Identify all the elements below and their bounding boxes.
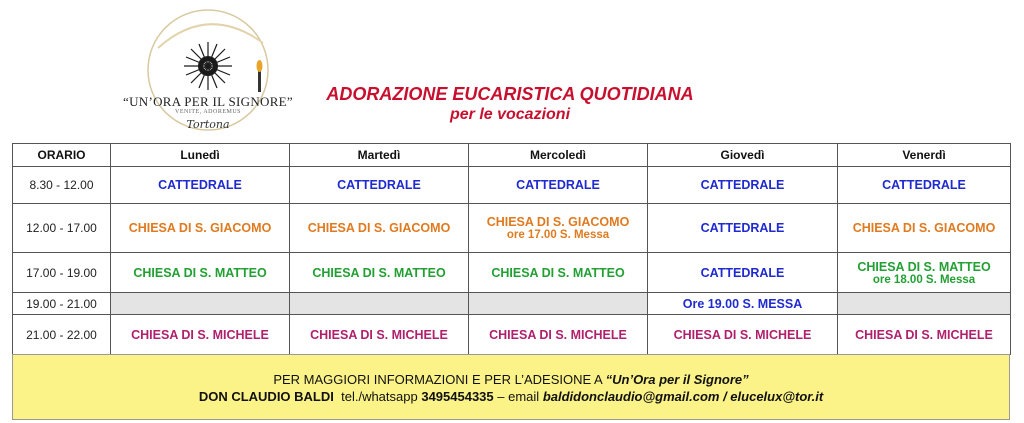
header-mercoledi: Mercoledì xyxy=(469,144,648,167)
location-label: CHIESA DI S. MATTEO xyxy=(312,265,446,280)
table-row xyxy=(13,315,1011,355)
table-row xyxy=(13,167,1011,204)
schedule-cell xyxy=(111,253,290,293)
header-martedi: Martedì xyxy=(290,144,469,167)
location-label: CHIESA DI S. MICHELE xyxy=(855,327,993,342)
location-label: Ore 19.00 S. MESSA xyxy=(682,296,803,311)
time-slot: 12.00 - 17.00 xyxy=(13,204,111,253)
location-label: CATTEDRALE xyxy=(516,178,600,192)
title-line1: ADORAZIONE EUCARISTICA QUOTIDIANA xyxy=(326,84,694,104)
schedule-cell xyxy=(838,167,1011,204)
location-label: CATTEDRALE xyxy=(700,265,785,280)
empty-cell xyxy=(111,293,290,315)
location-label: CHIESA DI S. MATTEO xyxy=(491,265,625,280)
empty-cell xyxy=(838,293,1011,315)
schedule-cell xyxy=(648,167,838,204)
location-label: CATTEDRALE xyxy=(700,221,785,235)
schedule-cell xyxy=(290,204,469,253)
time-slot: 19.00 - 21.00 xyxy=(13,293,111,315)
location-label: CHIESA DI S. MICHELE xyxy=(673,327,812,342)
email-label: – email xyxy=(497,389,540,404)
schedule-cell xyxy=(111,204,290,253)
logo-motto: VENITE, ADOREMUS xyxy=(175,109,241,115)
location-label: CATTEDRALE xyxy=(882,178,966,192)
candle-flame-icon xyxy=(257,60,263,92)
location-label: CHIESA DI S. MICHELE xyxy=(131,327,269,342)
location-label: CHIESA DI S. MATTEO xyxy=(133,265,267,280)
location-label: CHIESA DI S. MATTEO xyxy=(857,259,991,274)
footer-line1 xyxy=(13,372,1009,387)
schedule-cell xyxy=(111,167,290,204)
header-lunedi: Lunedì xyxy=(111,144,290,167)
table-row xyxy=(13,293,1011,315)
schedule-cell xyxy=(469,315,648,355)
location-label: CHIESA DI S. GIACOMO xyxy=(128,221,272,235)
schedule-cell xyxy=(838,204,1011,253)
location-label: CHIESA DI S. GIACOMO xyxy=(486,215,630,229)
header-orario: ORARIO xyxy=(13,144,111,167)
header-venerdi: Venerdì xyxy=(838,144,1011,167)
table-row xyxy=(13,253,1011,293)
email-addresses: baldidonclaudio@gmail.com / elucelux@tor.it xyxy=(542,389,824,404)
phone-number: 3495454335 xyxy=(421,389,494,404)
location-label: CHIESA DI S. GIACOMO xyxy=(307,221,451,235)
schedule-cell xyxy=(469,204,648,253)
schedule-cell xyxy=(290,167,469,204)
logo-name: “UN’ORA PER IL SIGNORE” xyxy=(123,94,293,109)
footer-info-text: PER MAGGIORI INFORMAZIONI E PER L’ADESIONE A xyxy=(273,372,606,387)
schedule-cell xyxy=(838,315,1011,355)
info-footer xyxy=(12,354,1010,420)
schedule-cell xyxy=(648,253,838,293)
schedule-cell xyxy=(648,204,838,253)
logo xyxy=(118,8,298,133)
page-title xyxy=(290,83,730,125)
empty-cell xyxy=(290,293,469,315)
location-label: CATTEDRALE xyxy=(337,178,421,192)
schedule-cell xyxy=(290,315,469,355)
time-slot: 17.00 - 19.00 xyxy=(13,253,111,293)
location-label: CATTEDRALE xyxy=(700,178,785,192)
schedule-cell xyxy=(290,253,469,293)
logo-city: Tortona xyxy=(186,118,230,131)
location-label: CHIESA DI S. MICHELE xyxy=(489,327,627,342)
table-row xyxy=(13,204,1011,253)
contact-name: DON CLAUDIO BALDI xyxy=(198,389,334,404)
title-line2: per le vocazioni xyxy=(449,106,571,123)
schedule-cell xyxy=(648,293,838,315)
schedule-cell xyxy=(469,167,648,204)
schedule-cell xyxy=(469,253,648,293)
mass-time-note: ore 17.00 S. Messa xyxy=(506,229,610,241)
schedule-cell xyxy=(838,253,1011,293)
time-slot: 8.30 - 12.00 xyxy=(13,167,111,204)
location-label: CATTEDRALE xyxy=(158,178,242,192)
schedule-cell xyxy=(648,315,838,355)
header-giovedi: Giovedì xyxy=(648,144,838,167)
empty-cell xyxy=(469,293,648,315)
sun-monstrance-icon xyxy=(184,42,232,90)
location-label: CHIESA DI S. MICHELE xyxy=(310,327,448,342)
phone-label: tel./whatsapp xyxy=(341,389,418,404)
footer-initiative-name: “Un’Ora per il Signore” xyxy=(605,372,749,387)
mass-time-note: ore 18.00 S. Messa xyxy=(872,273,976,286)
location-label: CHIESA DI S. GIACOMO xyxy=(852,221,996,235)
table-header-row xyxy=(13,144,1011,167)
footer-line2 xyxy=(13,389,1009,404)
schedule-table xyxy=(12,143,1011,355)
schedule-cell xyxy=(111,315,290,355)
time-slot: 21.00 - 22.00 xyxy=(13,315,111,355)
